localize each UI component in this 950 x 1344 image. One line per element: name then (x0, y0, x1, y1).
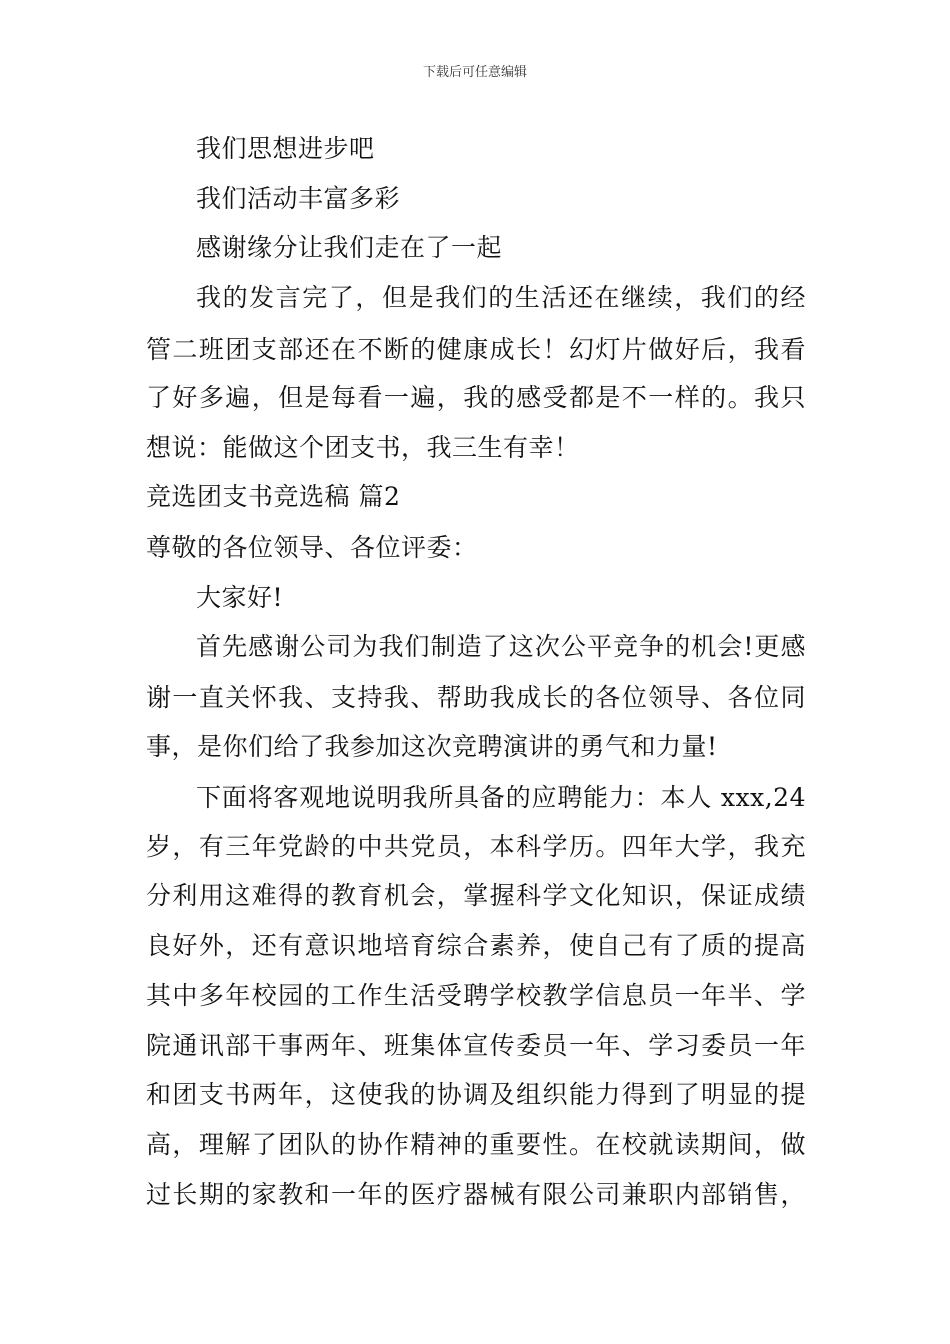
text-line: 其中多年校园的工作生活受聘学校教学信息员一年半、学 (146, 981, 806, 1010)
text-line: 岁，有三年党龄的中共党员，本科学历。四年大学，我充 (146, 832, 806, 861)
text-line: 我们思想进步吧 (196, 134, 375, 163)
text-line: 谢一直关怀我、支持我、帮助我成长的各位领导、各位同 (146, 683, 806, 712)
text-line: 感谢缘分让我们走在了一起 (196, 233, 503, 262)
text-line: 首先感谢公司为我们制造了这次公平竞争的机会!更感 (196, 632, 806, 661)
text-line: 分利用这难得的教育机会，掌握科学文化知识，保证成绩 (146, 881, 806, 910)
text-line: 我的发言完了，但是我们的生活还在继续，我们的经 (196, 283, 806, 312)
greeting: 大家好! (196, 583, 284, 612)
text-line: 院通讯部干事两年、班集体宣传委员一年、学习委员一年 (146, 1031, 806, 1060)
text-line: 想说：能做这个团支书，我三生有幸！ (146, 433, 580, 462)
text-line: 高，理解了团队的协作精神的重要性。在校就读期间，做 (146, 1130, 806, 1159)
text-line: 和团支书两年，这使我的协调及组织能力得到了明显的提 (146, 1080, 806, 1109)
text-line: 我们活动丰富多彩 (196, 184, 401, 213)
text-line: 事，是你们给了我参加这次竞聘演讲的勇气和力量! (146, 732, 718, 761)
text-line: 了好多遍，但是每看一遍，我的感受都是不一样的。我只 (146, 383, 806, 412)
text-line: 良好外，还有意识地培育综合素养，使自己有了质的提高 (146, 931, 806, 960)
text-line: 下面将客观地说明我所具备的应聘能力：本人 xxx,24 (196, 783, 806, 812)
page-header: 下载后可任意编辑 (422, 65, 527, 80)
salutation: 尊敬的各位领导、各位评委： (146, 533, 478, 562)
section-heading: 竞选团支书竞选稿 篇2 (146, 482, 401, 511)
text-line: 管二班团支部还在不断的健康成长！幻灯片做好后，我看 (146, 335, 806, 364)
text-line: 过长期的家教和一年的医疗器械有限公司兼职内部销售， (146, 1180, 806, 1209)
